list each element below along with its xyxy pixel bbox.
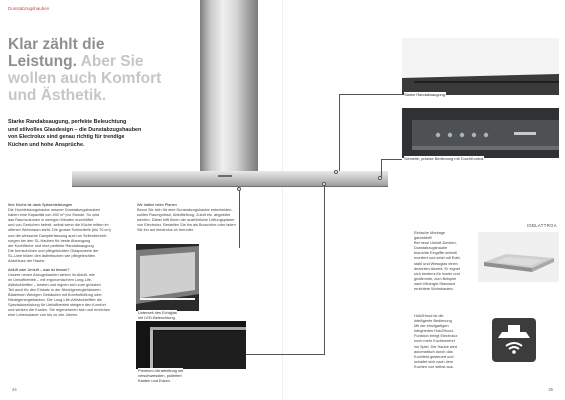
ceiling-hood-photo (478, 232, 559, 282)
brand-label: IGBLATTROA (526, 223, 557, 228)
body-text-left (8, 203, 111, 319)
body-line: sollten Raumgrösse, Abluftleitung, Zuluft etc. abgeklärt (137, 213, 230, 218)
body-line: Aktivkohlefilter – besten und eignen sich zum grössten (8, 282, 101, 287)
sidebar-line: brauchte Eingriffe schnell (414, 251, 458, 256)
body-line: Die Hochleistungshaube unserer Dunstabzugshauben (8, 208, 101, 213)
sidebar-line: noch mehr Kochkomfort (414, 339, 455, 344)
sidebar-line: nach Minergie-Standard (414, 281, 456, 286)
sidebar-heading: garantiert!! (414, 236, 433, 241)
callout-line-premium-h (246, 354, 325, 355)
sidebar-line: gedämmte, zum Beispiel (414, 276, 457, 281)
body-line: werden. Dabei hilft Ihnen der ausführliche Lüftungsplaner (137, 218, 235, 223)
sidebar-line: schaltet sich nach dem (414, 359, 454, 364)
hood-logo-mark (218, 175, 232, 177)
premium-caption-line: Premium-Verarbeitung mit (138, 368, 184, 373)
sidebar-heading: Hob2Hood ist die (414, 314, 444, 318)
body-line: Die formschönen und pflegeleichten Glaspaneele der (8, 248, 99, 253)
edge-suction-caption: Starke Randabsaugung. (404, 92, 446, 97)
sidebar-line: sich bestens für Inseln und (414, 271, 460, 276)
body-line: Bäderinen Wenigen Gebäuden mit Komfortlüftung oder (8, 293, 102, 298)
callout-line-led-v (239, 191, 240, 248)
premium-caption-line: Kanten und Ecken. (138, 378, 171, 383)
page-number-right: 45 (548, 387, 553, 392)
body-line: der Kochfläche und eine perfekte Randabsaugung. (8, 243, 95, 248)
edge-suction-photo (402, 38, 559, 95)
body-line: Abschluss der Haube. (8, 259, 46, 264)
headline (8, 36, 161, 104)
sidebar-line: Funktion bringt Electrolux (414, 334, 458, 339)
body-line: Sie ihn auf electrolux.ch herunter. (137, 228, 195, 233)
edge-suction-illustration (402, 38, 559, 95)
body-line: Bevor Sie sich für eine Dunstabzugshaube entscheiden, (137, 208, 233, 213)
body-heading: Wir halten beim Planen (137, 203, 177, 207)
sidebar-line: Kochen von selbst aus. (414, 364, 454, 369)
sidebar-line: errichtete Wohnbauten. (414, 287, 454, 292)
hood-chimney-image (200, 0, 258, 176)
headline-line-2-dark: Leistung. (8, 53, 77, 70)
sidebar-line: integrierten Hob2Hood- (414, 329, 454, 334)
body-line: das Raumvolumen in wenigen Minuten durchlüftet (8, 218, 94, 223)
headline-line-4: und Ästhetik. (8, 87, 107, 104)
body-line: SL-Linie bilden den ästhetischen wie pflegeleichten (8, 253, 96, 258)
sidebar-heading: Einfache Montage (414, 231, 445, 235)
body-line: Niedrigenergiebauten. Die Long-Life-Aktivkohlefilter als (8, 298, 102, 303)
body-line: von Electrolux. Bestellen Sie ihn als Broschüre oder laden (137, 223, 236, 228)
sidebar-hob2hood-text (414, 314, 457, 370)
callout-line-touch-v (381, 159, 382, 177)
body-line: sorgen bei den SL-Hauben für beste Absaugung (8, 238, 91, 243)
body-line: im Umluftbetrieb – mit ergonomischem Long-Life- (8, 277, 93, 282)
premium-caption-line: verschweissten, polierten (138, 373, 182, 378)
body-line: Spezialausrüstung für Umluftbetrieb steigern den Komfort (8, 303, 106, 308)
sidebar-line: stahl und Wessglas einen (414, 261, 458, 266)
sidebar-line: Kochfeld gesteuert und (414, 354, 454, 359)
hood-glass-panel-image (72, 171, 388, 187)
body-heading: Ihre Küche ist dank Spitzenleistungen (8, 203, 73, 207)
body-heading: Abluft oder Umluft – was ist besser? (8, 267, 70, 272)
body-text-middle (137, 203, 236, 234)
body-line: offenen Wohnraum steht. Die grosse Schirmtiefe (bis 70 cm) (8, 228, 111, 233)
intro-line: und stilvolles Glasdesign – die Dunstabzugshauben (8, 126, 142, 133)
intro-text (8, 119, 141, 149)
led-underside-photo (136, 244, 199, 311)
headline-line-2-light: Aber Sie (76, 53, 144, 70)
sidebar-line: Bei neue Umluft-Decken- (414, 241, 457, 246)
callout-line-edge-h (339, 94, 402, 95)
sidebar-line: dezenten Akzent. Er eignet (414, 266, 460, 271)
premium-finish-illustration (136, 321, 246, 369)
body-line: und die wirksame Dampferfassung auch an Seitenbereich (8, 233, 107, 238)
sidebar-heading: intelligente Bedienung (414, 319, 452, 324)
body-line: haben eine Kapazität von 490 m³ pro Stunde. So wird (8, 213, 100, 218)
sidebar-line: ins Spiel. Die Haube wird (414, 344, 457, 349)
led-caption (138, 310, 177, 320)
led-caption-line: mit LED-Beleuchtung. (138, 315, 176, 320)
touch-control-illustration (402, 108, 559, 158)
hob2hood-icon (492, 318, 536, 362)
led-caption-line: Unterseit des Echtglas (138, 310, 177, 315)
callout-line-touch-h (381, 159, 402, 160)
intro-line: von Electrolux sind genau richtig für trendige (8, 134, 125, 140)
sidebar-line: Dunstabzugshaube (414, 246, 448, 251)
body-line: und von Gerüchen befreit, selbst wenn die Küche mitten im (8, 223, 109, 228)
headline-line-1: Klar zählt die (8, 36, 105, 53)
headline-line-3: wollen auch Komfort (8, 70, 162, 87)
intro-line: Küchen und hohe Ansprüche. (8, 141, 85, 148)
callout-line-edge-v (339, 94, 340, 171)
premium-caption (138, 368, 183, 383)
touch-control-caption: Schnelle, präzise Bedienung mit TouchKontrol. (404, 156, 485, 161)
callout-line-premium-v (324, 186, 325, 354)
body-line: Teil auch für den Einsatz in der Niedrigenergiehäusern. (8, 288, 102, 292)
headline-line-2 (8, 53, 161, 70)
intro-line: Starke Randabsaugung, perfekte Beleuchtung (8, 119, 127, 125)
callout-dot-touch (334, 170, 338, 174)
led-underside-illustration (136, 244, 199, 311)
sidebar-installation-text (414, 231, 461, 292)
sidebar-line: Mit der einzigartigen (414, 324, 449, 329)
hood-wifi-icon (492, 318, 536, 362)
premium-finish-photo (136, 321, 246, 369)
sidebar-line: montiert und setzt mit Edel- (414, 256, 461, 261)
page-number-left: 44 (12, 387, 17, 392)
body-line: eine Lebensdauer von bis zu vier Jahren. (8, 313, 79, 318)
body-line: Unsere neuen Abzugshauben wirken im Abluft- wie (8, 272, 95, 277)
section-label: Dunstabzugshauben (8, 6, 50, 11)
ceiling-hood-illustration (478, 232, 559, 282)
body-line: und senken die Kosten. Sie regenerieren sich und erreichen (8, 308, 111, 313)
sidebar-line: automatisch durch das (414, 349, 453, 354)
page-gutter (282, 0, 283, 400)
touch-control-photo (402, 108, 559, 158)
